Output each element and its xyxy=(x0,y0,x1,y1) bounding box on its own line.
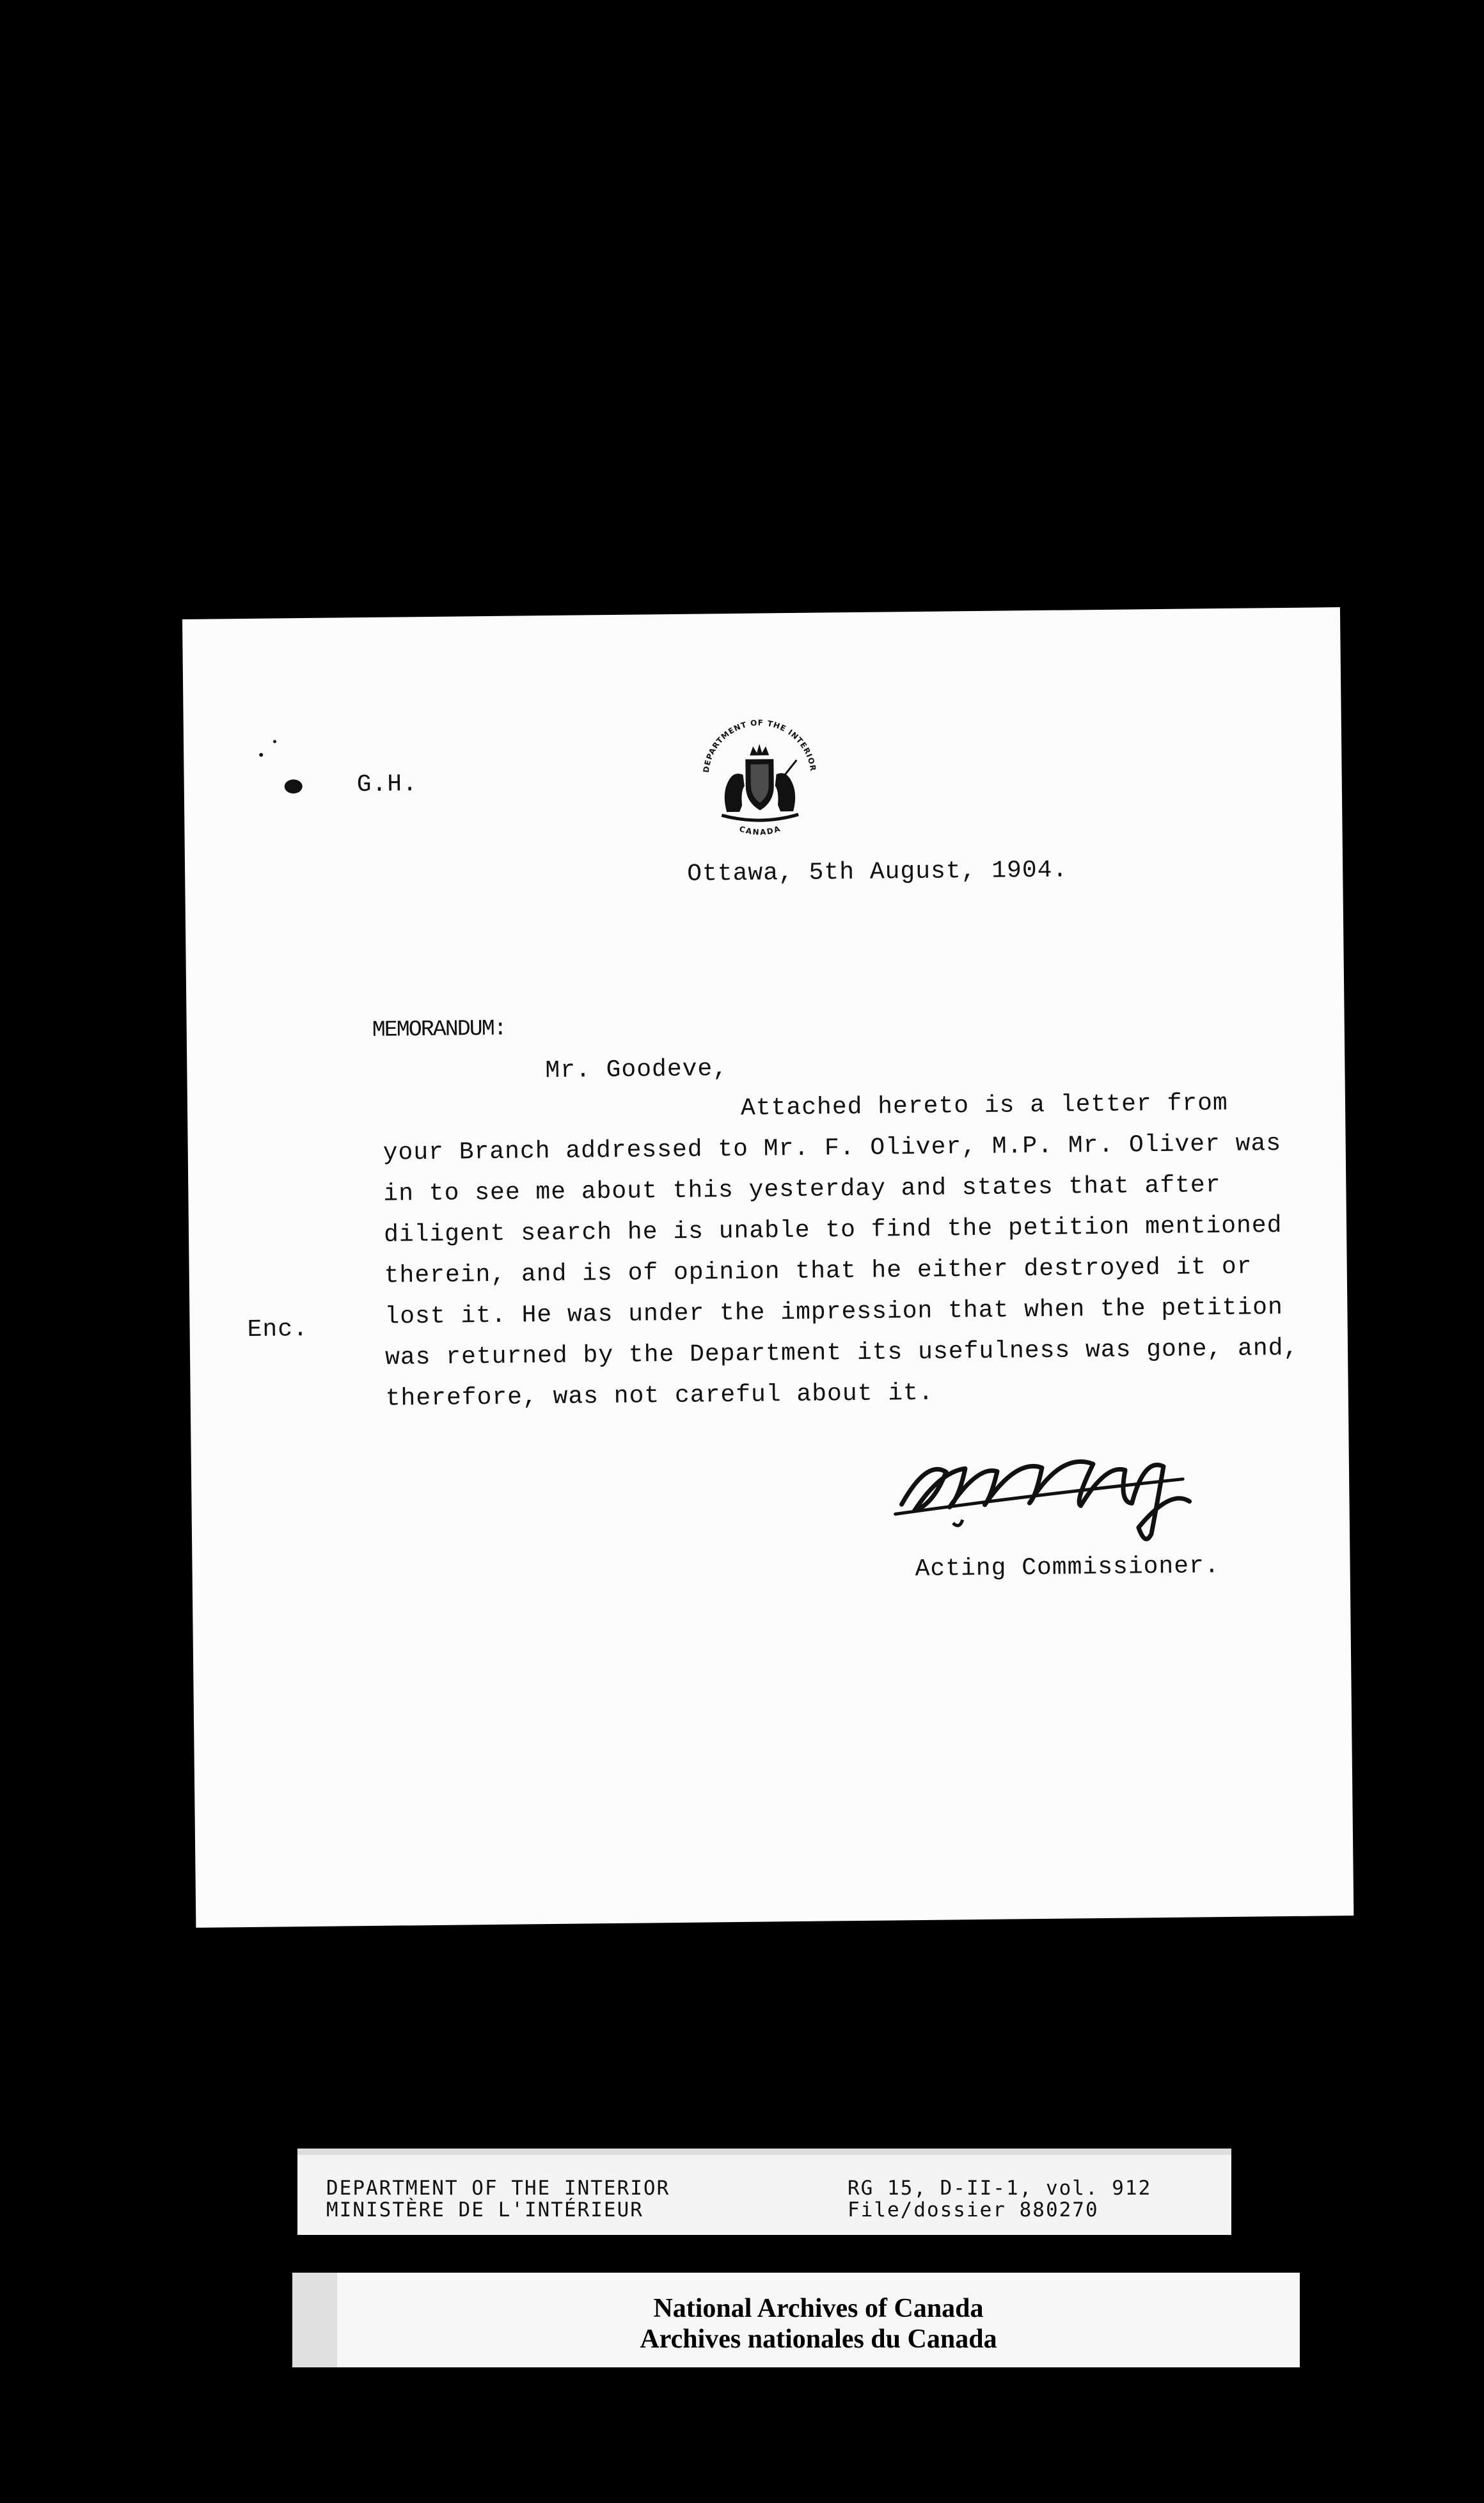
body-line: in to see me about this yesterday and states that after xyxy=(383,1172,1221,1208)
memo-heading: MEMORANDUM: xyxy=(372,1015,506,1043)
dept-english: DEPARTMENT OF THE INTERIOR xyxy=(326,2177,670,2200)
body-line: diligent search he is unable to find the petition mentioned xyxy=(383,1212,1283,1249)
body-line: your Branch addressed to Mr. F. Oliver, M.P. Mr. Oliver was xyxy=(383,1130,1282,1167)
dateline: Ottawa, 5th August, 1904. xyxy=(686,856,1068,888)
department-crest-logo xyxy=(689,715,831,850)
record-group-ref: RG 15, D-II-1, vol. 912 xyxy=(848,2177,1152,2200)
body-line: was returned by the Department its usefulness was gone, and, xyxy=(384,1334,1299,1372)
memo-paper xyxy=(182,607,1354,1928)
archive-reference-label xyxy=(297,2149,1231,2235)
ink-speck xyxy=(273,740,276,743)
body-line: Attached hereto is a letter from xyxy=(740,1089,1228,1122)
file-number: File/dossier 880270 xyxy=(848,2198,1099,2221)
signature-title: Acting Commissioner. xyxy=(915,1552,1220,1584)
initials: G.H. xyxy=(356,770,418,799)
body-line: lost it. He was under the impression that when the petition xyxy=(384,1294,1284,1331)
enclosure-note: Enc. xyxy=(247,1315,309,1344)
handwritten-signature xyxy=(888,1431,1222,1562)
svg-text:CANADA: CANADA xyxy=(738,823,783,837)
ink-blot xyxy=(285,779,303,793)
body-line: therefore, was not careful about it. xyxy=(385,1379,934,1413)
dept-french: MINISTÈRE DE L'INTÉRIEUR xyxy=(326,2198,643,2221)
svg-text:DEPARTMENT OF THE INTERIOR: DEPARTMENT OF THE INTERIOR xyxy=(701,718,818,774)
body-line: therein, and is of opinion that he either destroyed it or xyxy=(384,1253,1252,1290)
archives-name-fr: Archives nationales du Canada xyxy=(640,2324,997,2354)
archives-name-en: National Archives of Canada xyxy=(653,2294,984,2323)
archives-stamp xyxy=(292,2273,1300,2367)
ink-speck xyxy=(259,753,263,757)
salutation: Mr. Goodeve, xyxy=(545,1055,729,1085)
